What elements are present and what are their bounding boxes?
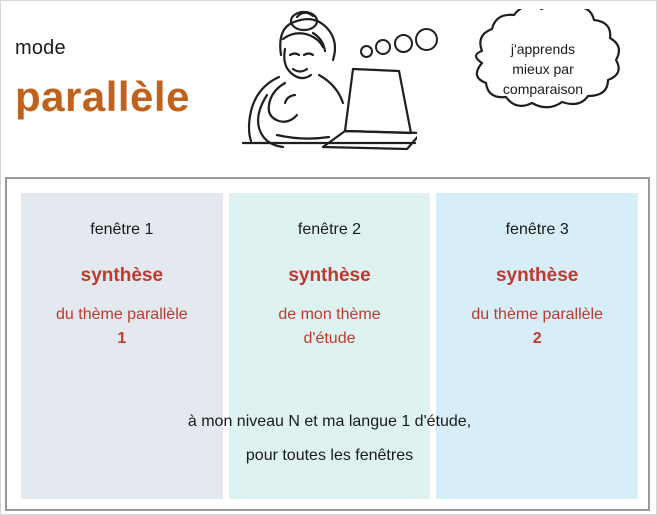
window-1-theme-line-1: du thème parallèle	[56, 306, 188, 323]
window-2-theme-line-2: d'étude	[303, 330, 356, 347]
thought-dot-4	[415, 28, 438, 51]
window-3-theme-line-1: du thème parallèle	[471, 306, 603, 323]
mode-label: mode	[15, 37, 66, 59]
parallel-mode-panel	[5, 177, 650, 511]
thought-dot-2	[375, 39, 391, 55]
window-1-theme	[21, 303, 223, 351]
window-column-1-content	[21, 221, 223, 351]
windows-columns	[21, 193, 638, 499]
panel-footer-note	[21, 405, 638, 473]
window-column-2-content	[229, 221, 431, 351]
window-2-theme	[229, 303, 431, 351]
footer-note-line-1: à mon niveau N et ma langue 1 d'étude,	[187, 413, 472, 430]
window-3-theme	[436, 303, 638, 351]
window-2-synthesis-label: synthèse	[288, 265, 371, 286]
window-3-label: fenêtre 3	[505, 221, 569, 238]
window-column-3-content	[436, 221, 638, 351]
thought-bubble-text	[444, 39, 642, 99]
person-at-laptop-illustration	[207, 3, 417, 175]
window-3-theme-line-2: 2	[532, 330, 542, 347]
thought-bubble	[444, 9, 642, 131]
footer-note-line-2: pour toutes les fenêtres	[245, 447, 414, 464]
thought-dot-3	[394, 34, 413, 53]
thought-dot-1	[360, 45, 373, 58]
thought-line-3: comparaison	[502, 81, 584, 97]
thought-line-2: mieux par	[512, 61, 574, 77]
window-2-theme-line-1: de mon thème	[278, 306, 381, 323]
window-2-label: fenêtre 2	[297, 221, 362, 238]
window-1-theme-line-2: 1	[117, 330, 127, 347]
window-1-label: fenêtre 1	[90, 221, 154, 238]
window-1-synthesis-label: synthèse	[80, 265, 164, 286]
thought-line-1: j'apprends	[510, 41, 576, 57]
mode-title: parallèle	[15, 73, 190, 120]
window-3-synthesis-label: synthèse	[495, 265, 579, 286]
